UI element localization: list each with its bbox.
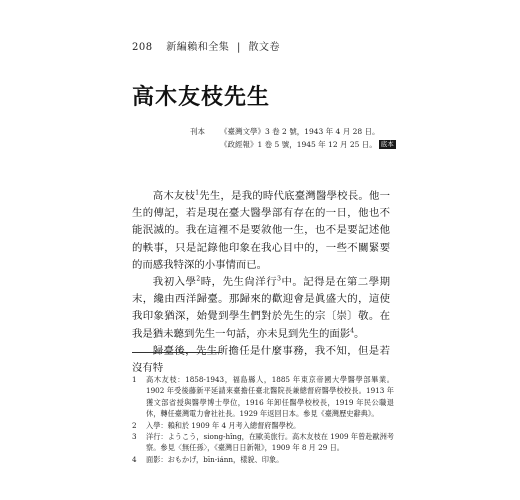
paragraph-1 [132,188,390,274]
running-header [132,38,280,53]
footnote-number: 3 [132,432,137,442]
paragraph-2 [132,274,390,343]
source-line-1 [190,125,400,138]
source-label: 刊本 [190,127,205,136]
p1-text-b: 先生，是我的時代底臺灣醫學校長。他一生的傳記，若是現在臺大醫學部有存在的一日，他也不能泯滅的。我在這裡不是要敘他一生，也不是要記述他的軼事，只是記錄他印象在我心目中的，一些不關緊要的而感我特深的小事情而已。 [132,190,391,271]
p2-text-c: 中。記得是在第二學期末，纔由西洋歸臺。那歸來的歡迎會是眞盛大的，這使我印象猶深，始覺到學生們對於先生的宗〔崇〕敬。在我是猶未聽到先生一句話，亦未見到先生的面影 [132,276,390,340]
source-line-2 [190,138,400,151]
footnote-item [132,374,394,420]
p2-text-a: 我初入學 [152,276,197,289]
footnote-number: 2 [132,420,137,430]
base-text-badge: 底本 [380,140,394,148]
volume-title: 散文卷 [248,42,281,53]
header-separator: | [236,42,241,53]
p3-text: 歸臺後，先生所擔任是什麼事務，我不知，但是若沒有特 [132,344,390,375]
footnote-text: 洋行：ようこう，siong-hîng，在歐美旅行。高木友枝在 1909 年曾赴歐洲考察。參見〈無任孫〉，《臺灣日日新報》，1909 年 8 月 29 日。 [146,432,394,453]
footnote-item [132,454,394,465]
p2-text-b: 時，先生尙洋行 [200,276,278,289]
footnote-text: 面影：おもかげ，bīn-iánn，樣貌、印象。 [146,454,284,464]
footnote-ref-2[interactable]: 2 [196,275,201,283]
p2-text-d: 。 [354,327,365,340]
source-text-2: 《政經報》1 卷 5 號，1945 年 12 月 25 日。 [220,140,377,149]
paragraph-3 [132,343,390,377]
footnote-divider [132,352,222,353]
source-text-1: 《臺灣文學》3 卷 2 號，1943 年 4 月 28 日。 [220,127,380,136]
page-number: 208 [132,42,153,53]
footnote-ref-4[interactable]: 4 [350,327,355,335]
footnote-text: 入學：賴和於 1909 年 4 月考入總督府醫學校。 [146,420,301,430]
footnote-number: 1 [132,375,137,384]
chapter-title: 高木友枝先生 [132,84,271,110]
book-title: 新編賴和全集 [166,42,230,53]
footnote-ref-1[interactable]: 1 [195,189,200,197]
footnotes [132,374,394,465]
footnote-text: 高木友枝：1858-1943，福島縣人，1885 年東京帝國大學醫學部畢業。1902 年受後藤新平延請來臺擔任臺北醫院長兼總督府醫學校校長。1913 年獲文部省授與醫學博士學位，1916 年卸任醫學校校長，1919 年民公職退休，轉任臺灣電力會社社長。1929 年返回日本。參見《臺灣歷史辭典》。 [146,375,394,419]
article-body [132,188,390,377]
footnote-ref-3[interactable]: 3 [277,275,281,283]
footnote-number: 4 [132,454,137,464]
source-info [190,125,400,151]
footnote-item [132,431,394,454]
footnote-item [132,420,394,431]
p1-text-a: 高木友枝 [152,190,196,202]
